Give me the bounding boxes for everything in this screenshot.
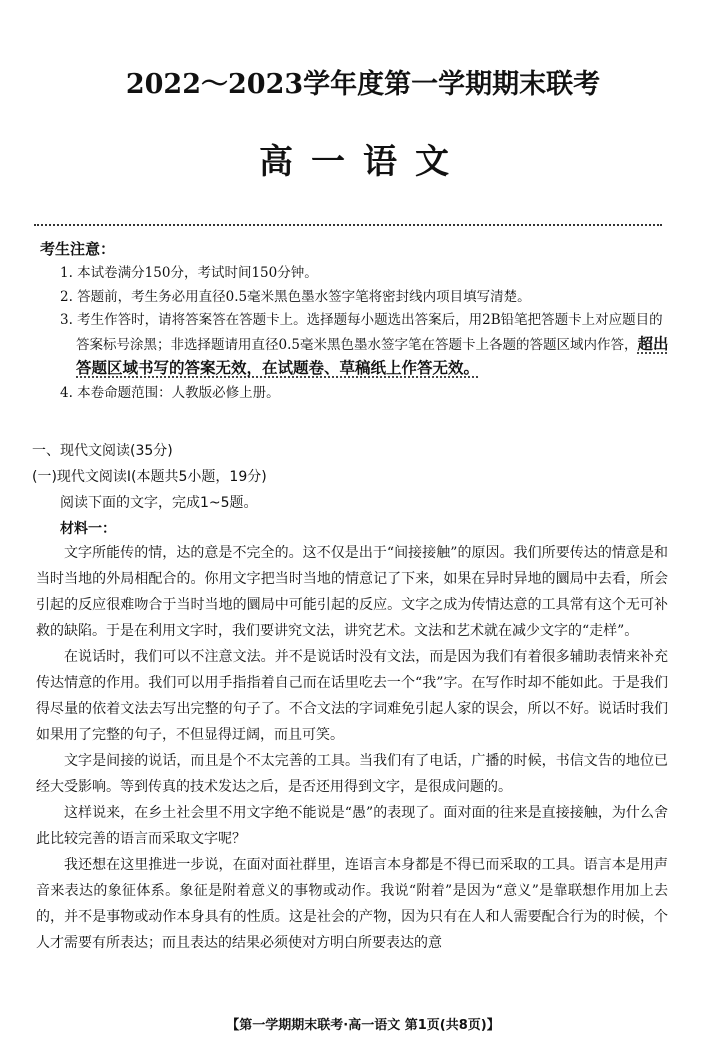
notice-item	[60, 309, 670, 382]
material-label: 材料一：	[60, 521, 116, 537]
instruction: 阅读下面的文字，完成1~5题。	[60, 495, 258, 511]
notice-item: 4. 本卷命题范围：人教版必修上册。	[60, 384, 280, 401]
page-footer: 【第一学期期末联考·高一语文 第1页(共8页)】	[226, 1018, 500, 1033]
paragraph: 这样说来，在乡土社会里不用文字绝不能说是“愚”的表现了。面对面的往来是直接接触，为什么舍此比较完善的语言而采取文字呢？	[36, 805, 668, 847]
notice-item: 2. 答题前，考生务必用直径0.5毫米黑色墨水签字笔将密封线内项目填写清楚。	[60, 288, 531, 305]
seal-line	[34, 224, 662, 226]
reading-passage	[36, 540, 668, 956]
notice-emphasis: 超出答题区域书写的答案无效，在试题卷、草稿纸上作答无效。	[76, 334, 669, 377]
notice-item-text: 3. 考生作答时，请将答案答在答题卡上。选择题每小题选出答案后，用2B铅笔把答题卡上对应题目的答案标号涂黑；非选择题请用直径0.5毫米黑色墨水签字笔在答题卡上各题的答题区域内作答，	[60, 312, 663, 353]
section-heading: 一、现代文阅读(35分)	[32, 443, 173, 459]
paragraph: 在说话时，我们可以不注意文法。并不是说话时没有文法，而是因为我们有着很多辅助表情来补充传达情意的作用。我们可以用手指指着自己而在话里吃去一个“我”字。在写作时却不能如此。于是我们得尽量的依着文法去写出完整的句子了。不合文法的字词难免引起人家的误会，所以不好。说话时我们如果用了完整的句子，不但显得迂阔，而且可笑。	[36, 649, 668, 743]
notice-item: 1. 本试卷满分150分，考试时间150分钟。	[60, 265, 318, 281]
subsection-heading: (一)现代文阅读Ⅰ(本题共5小题，19分)	[32, 469, 267, 485]
paragraph: 我还想在这里推进一步说，在面对面社群里，连语言本身都是不得已而采取的工具。语言本是用声音来表达的象征体系。象征是附着意义的事物或动作。我说“附着”是因为“意义”是靠联想作用加上去的，并不是事物或动作本身具有的性质。这是社会的产物，因为只有在人和人需要配合行为的时候，个人才需要有所表达；而且表达的结果必须使对方明白所要表达的意	[36, 857, 668, 951]
exam-title: 2022～2023学年度第一学期期末联考	[125, 69, 601, 100]
paragraph: 文字所能传的情，达的意是不完全的。这不仅是出于“间接接触”的原因。我们所要传达的情意是和当时当地的外局相配合的。你用文字把当时当地的情意记了下来，如果在异时异地的圜局中去看，所会引起的反应很难吻合于当时当地的圜局中可能引起的反应。文字之成为传情达意的工具常有这个无可补救的缺陷。于是在利用文字时，我们要讲究文法，讲究艺术。文法和艺术就在减少文字的“走样”。	[36, 545, 668, 639]
notice-heading: 考生注意：	[40, 240, 116, 258]
notice-list	[60, 262, 670, 405]
paragraph: 文字是间接的说话，而且是个不太完善的工具。当我们有了电话，广播的时候，书信文告的地位已经大受影响。等到传真的技术发达之后，是否还用得到文字，是很成问题的。	[36, 753, 668, 795]
subject-title: 高一语文	[259, 142, 467, 182]
